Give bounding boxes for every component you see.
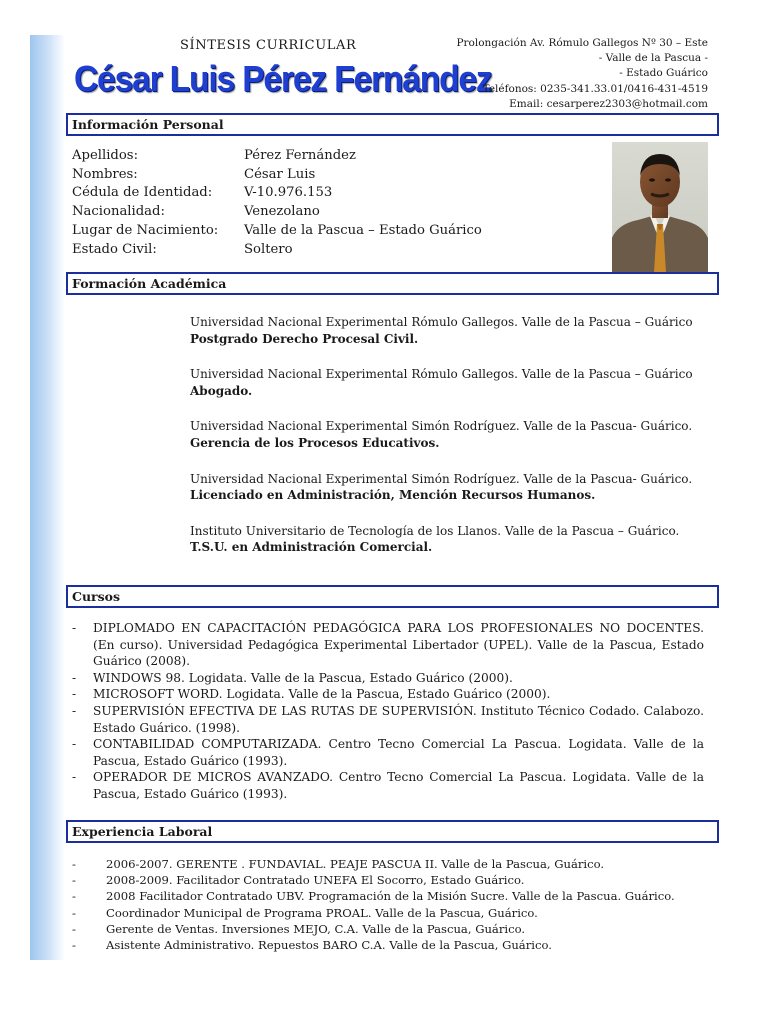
academic-item — [190, 366, 710, 399]
document-subtitle: SÍNTESIS CURRICULAR — [180, 38, 357, 53]
course-item — [72, 670, 704, 687]
personal-row — [72, 147, 482, 166]
experience-list — [72, 856, 712, 953]
bullet-dash: - — [72, 938, 76, 953]
candidate-name: César Luis Pérez Fernández — [74, 58, 492, 99]
personal-label: Cédula de Identidad: — [72, 185, 213, 201]
course-text: OPERADOR DE MICROS AVANZADO. Centro Tecno Comercial La Pascua. Logidata. Valle de la Pascua, Estado Guárico (1993). — [93, 770, 704, 801]
academic-item — [190, 471, 710, 504]
portrait-photo — [612, 142, 708, 272]
academic-institution: Universidad Nacional Experimental Simón Rodríguez. Valle de la Pascua- Guárico. — [190, 419, 693, 434]
personal-label: Nacionalidad: — [72, 204, 165, 220]
bullet-dash: - — [72, 905, 76, 920]
personal-value: Venezolano — [244, 204, 320, 220]
experience-text: Asistente Administrativo. Repuestos BARO C.A. Valle de la Pascua, Guárico. — [106, 938, 552, 953]
experience-item — [72, 921, 712, 937]
course-text: CONTABILIDAD COMPUTARIZADA. Centro Tecno Comercial La Pascua. Logidata. Valle de la Pascua, Estado Guárico (1993). — [93, 737, 704, 768]
personal-label: Nombres: — [72, 166, 138, 182]
academic-item — [190, 418, 710, 451]
bullet-dash: - — [72, 621, 77, 635]
experience-item — [72, 888, 712, 904]
personal-value: Pérez Fernández — [244, 148, 356, 163]
section-header-academic: Formación Académica — [66, 272, 719, 295]
section-header-courses: Cursos — [66, 585, 719, 608]
phone-line: Teléfonos: 0235-341.33.01/0416-431-4519 — [482, 82, 708, 95]
decorative-sidebar — [30, 35, 65, 960]
bullet-dash: - — [72, 857, 76, 871]
experience-text: Gerente de Ventas. Inversiones MEJO, C.A. Valle de la Pascua, Guárico. — [106, 921, 526, 936]
academic-degree: Gerencia de los Procesos Educativos. — [190, 435, 440, 450]
academic-institution: Universidad Nacional Experimental Rómulo Gallegos. Valle de la Pascua – Guárico — [190, 315, 693, 329]
bullet-dash: - — [72, 889, 76, 904]
address-state-line: - Estado Guárico — [619, 67, 708, 80]
personal-row — [72, 184, 482, 203]
personal-value: Valle de la Pascua – Estado Guárico — [244, 222, 482, 238]
personal-row — [72, 203, 482, 222]
course-item — [72, 686, 704, 703]
academic-degree: Postgrado Derecho Procesal Civil. — [190, 331, 419, 346]
academic-institution: Universidad Nacional Experimental Rómulo Gallegos. Valle de la Pascua – Guárico — [190, 367, 693, 382]
courses-list — [72, 620, 704, 803]
course-text: MICROSOFT WORD. Logidata. Valle de la Pascua, Estado Guárico (2000). — [93, 687, 551, 702]
personal-label: Estado Civil: — [72, 241, 157, 257]
course-item — [72, 769, 704, 802]
personal-label: Lugar de Nacimiento: — [72, 222, 219, 238]
course-item — [72, 620, 704, 670]
course-item — [72, 736, 704, 769]
experience-text: 2006-2007. GERENTE . FUNDAVIAL. PEAJE PASCUA II. Valle de la Pascua, Guárico. — [106, 857, 605, 871]
academic-item — [190, 523, 710, 556]
personal-value: César Luis — [244, 166, 316, 182]
bullet-dash: - — [72, 670, 77, 685]
email-line: Email: cesarperez2303@hotmail.com — [509, 97, 708, 110]
bullet-dash: - — [72, 873, 76, 888]
personal-label: Apellidos: — [72, 148, 139, 163]
personal-row — [72, 222, 482, 241]
experience-item — [72, 937, 712, 953]
experience-item — [72, 905, 712, 921]
experience-item — [72, 872, 712, 888]
experience-item — [72, 856, 712, 872]
academic-degree: Abogado. — [190, 383, 253, 398]
address-line: Prolongación Av. Rómulo Gallegos Nº 30 – Este — [456, 37, 708, 49]
personal-row — [72, 166, 482, 185]
course-text: DIPLOMADO EN CAPACITACIÓN PEDAGÓGICA PARA LOS PROFESIONALES NO DOCENTES. (En curso). Universidad Pedagógica Experimental Libertador (UPEL). Valle de la Pascua, Estado Guárico (2008). — [93, 621, 704, 669]
experience-text: 2008-2009. Facilitador Contratado UNEFA El Socorro, Estado Guárico. — [106, 873, 525, 888]
experience-text: 2008 Facilitador Contratado UBV. Programación de la Misión Sucre. Valle de la Pascua. Guárico. — [106, 889, 675, 904]
course-text: SUPERVISIÓN EFECTIVA DE LAS RUTAS DE SUPERVISIÓN. Instituto Técnico Codado. Calabozo. Estado Guárico. (1998). — [93, 703, 704, 735]
address-city-line: - Valle de la Pascua - — [598, 52, 708, 65]
course-text: WINDOWS 98. Logidata. Valle de la Pascua, Estado Guárico (2000). — [93, 670, 513, 685]
personal-value: Soltero — [244, 241, 293, 257]
bullet-dash: - — [72, 737, 77, 752]
academic-item — [190, 314, 710, 347]
academic-institution: Instituto Universitario de Tecnología de los Llanos. Valle de la Pascua – Guárico. — [190, 523, 680, 538]
academic-institution: Universidad Nacional Experimental Simón Rodríguez. Valle de la Pascua- Guárico. — [190, 471, 693, 486]
bullet-dash: - — [72, 921, 76, 936]
bullet-dash: - — [72, 770, 77, 785]
academic-degree: T.S.U. en Administración Comercial. — [190, 540, 433, 555]
academic-list — [190, 314, 710, 575]
personal-row — [72, 241, 482, 260]
experience-text: Coordinador Municipal de Programa PROAL. Valle de la Pascua, Guárico. — [106, 905, 538, 920]
bullet-dash: - — [72, 687, 77, 702]
contact-block — [448, 36, 708, 112]
course-item — [72, 703, 704, 736]
section-header-personal: Información Personal — [66, 113, 719, 136]
bullet-dash: - — [72, 703, 77, 718]
personal-value: V-10.976.153 — [244, 185, 333, 201]
academic-degree: Licenciado en Administración, Mención Recursos Humanos. — [190, 488, 596, 503]
personal-info-table — [72, 147, 482, 259]
section-header-experience: Experiencia Laboral — [66, 820, 719, 843]
